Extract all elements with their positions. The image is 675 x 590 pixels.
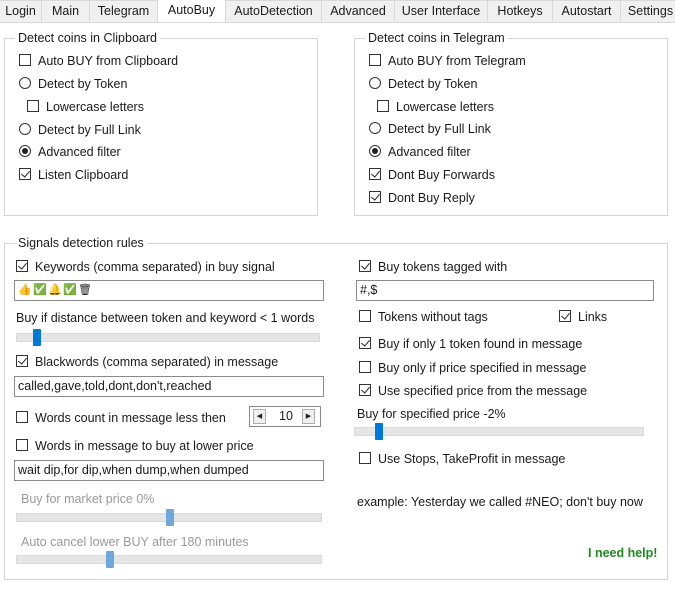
radio-label: Detect by Token [388, 77, 478, 91]
distance-slider-thumb[interactable] [33, 329, 41, 346]
checkbox-box[interactable] [19, 168, 31, 180]
tags-input[interactable]: #,$ [356, 280, 654, 301]
checkbox-box[interactable] [377, 100, 389, 112]
checkbox-box[interactable] [27, 100, 39, 112]
radio-circle[interactable] [369, 77, 381, 89]
tab-main[interactable]: Main [42, 0, 90, 21]
checkbox-label: Links [578, 310, 608, 324]
radio-circle[interactable] [369, 145, 381, 157]
radio-label: Detect by Token [38, 77, 128, 91]
telegram-group [354, 31, 668, 216]
market-price-label: Buy for market price 0% [21, 492, 155, 506]
checkbox-box[interactable] [359, 260, 371, 272]
tab-advanced[interactable]: Advanced [322, 0, 395, 21]
checkbox-label: Keywords (comma separated) in buy signal [35, 260, 275, 274]
radio-label: Advanced filter [38, 145, 121, 159]
checkbox-box[interactable] [16, 439, 28, 451]
checkbox-box[interactable] [359, 452, 371, 464]
increment-icon[interactable]: ▶ [302, 409, 315, 424]
market-price-slider-thumb[interactable] [166, 509, 174, 526]
signals-rules-title: Signals detection rules [15, 236, 147, 251]
keywords-icons [18, 283, 91, 297]
checkbox-box[interactable] [359, 310, 371, 322]
tab-bar [0, 0, 675, 23]
checkbox-label: Use Stops, TakeProfit in message [378, 452, 566, 466]
radio-circle[interactable] [19, 145, 31, 157]
checkbox-label: Auto BUY from Clipboard [38, 54, 179, 68]
decrement-icon[interactable]: ◀ [253, 409, 266, 424]
checkbox-label: Auto BUY from Telegram [388, 54, 526, 68]
checkbox-label: Words count in message less then [35, 411, 226, 425]
checkbox-label: Use specified price from the message [378, 384, 588, 398]
trash-icon: 🗑 [78, 284, 92, 296]
tab-autostart[interactable]: Autostart [553, 0, 621, 21]
checkbox-label: Words in message to buy at lower price [35, 439, 254, 453]
radio-label: Detect by Full Link [388, 122, 491, 136]
specified-price-slider-thumb[interactable] [375, 423, 383, 440]
specified-price-slider-track[interactable] [354, 427, 644, 436]
keywords-input[interactable] [14, 280, 324, 301]
checkbox-box[interactable] [16, 260, 28, 272]
example-text: example: Yesterday we called #NEO; don't buy now [357, 495, 643, 509]
tab-user-interface[interactable]: User Interface [395, 0, 488, 21]
checkbox-box[interactable] [19, 54, 31, 66]
help-link[interactable]: I need help! [588, 546, 658, 560]
checkbox-box[interactable] [369, 54, 381, 66]
auto-cancel-slider-track[interactable] [16, 555, 322, 564]
check-mark-icon: ✅ [33, 284, 47, 296]
words-count-stepper[interactable] [249, 406, 321, 427]
checkbox-label: Tokens without tags [378, 310, 488, 324]
checkbox-label: Listen Clipboard [38, 168, 129, 182]
checkbox-box[interactable] [369, 191, 381, 203]
checkbox-box[interactable] [559, 310, 571, 322]
checkbox-label: Lowercase letters [396, 100, 494, 114]
auto-cancel-label: Auto cancel lower BUY after 180 minutes [21, 535, 249, 549]
radio-label: Advanced filter [388, 145, 471, 159]
tab-hotkeys[interactable]: Hotkeys [488, 0, 553, 21]
checkbox-label: Buy if only 1 token found in message [378, 337, 583, 351]
clipboard-group [4, 31, 318, 216]
checkbox-label: Blackwords (comma separated) in message [35, 355, 279, 369]
checkbox-label: Buy only if price specified in message [378, 361, 587, 375]
checkbox-box[interactable] [16, 411, 28, 423]
clipboard-group-title: Detect coins in Clipboard [15, 31, 160, 46]
signals-rules-group [4, 236, 668, 580]
checkbox-label: Dont Buy Forwards [388, 168, 495, 182]
checkbox-box[interactable] [359, 337, 371, 349]
lower-price-input[interactable]: wait dip,for dip,when dump,when dumped [14, 460, 324, 481]
check-mark-icon: ✅ [63, 284, 77, 296]
tab-autodetection[interactable]: AutoDetection [226, 0, 322, 21]
radio-label: Detect by Full Link [38, 123, 141, 137]
words-count-value[interactable]: 10 [279, 409, 293, 423]
thumbs-up-icon: 👍 [18, 284, 32, 296]
radio-circle[interactable] [19, 77, 31, 89]
checkbox-label: Dont Buy Reply [388, 191, 475, 205]
blackwords-input[interactable]: called,gave,told,dont,don't,reached [14, 376, 324, 397]
specified-price-label: Buy for specified price -2% [357, 407, 506, 421]
checkbox-box[interactable] [369, 168, 381, 180]
telegram-group-title: Detect coins in Telegram [365, 31, 508, 46]
bell-icon: 🔔 [48, 284, 62, 296]
tab-autobuy[interactable]: AutoBuy [157, 0, 226, 22]
checkbox-box[interactable] [359, 361, 371, 373]
distance-label: Buy if distance between token and keyword < 1 words [16, 311, 315, 325]
checkbox-box[interactable] [16, 355, 28, 367]
checkbox-box[interactable] [359, 384, 371, 396]
distance-slider-track[interactable] [16, 333, 320, 342]
auto-cancel-slider-thumb[interactable] [106, 551, 114, 568]
radio-circle[interactable] [19, 123, 31, 135]
checkbox-label: Lowercase letters [46, 100, 144, 114]
tab-settings[interactable]: Settings [621, 0, 675, 21]
radio-circle[interactable] [369, 122, 381, 134]
tab-login[interactable]: Login [0, 0, 42, 21]
checkbox-label: Buy tokens tagged with [378, 260, 508, 274]
tab-telegram[interactable]: Telegram [90, 0, 158, 21]
